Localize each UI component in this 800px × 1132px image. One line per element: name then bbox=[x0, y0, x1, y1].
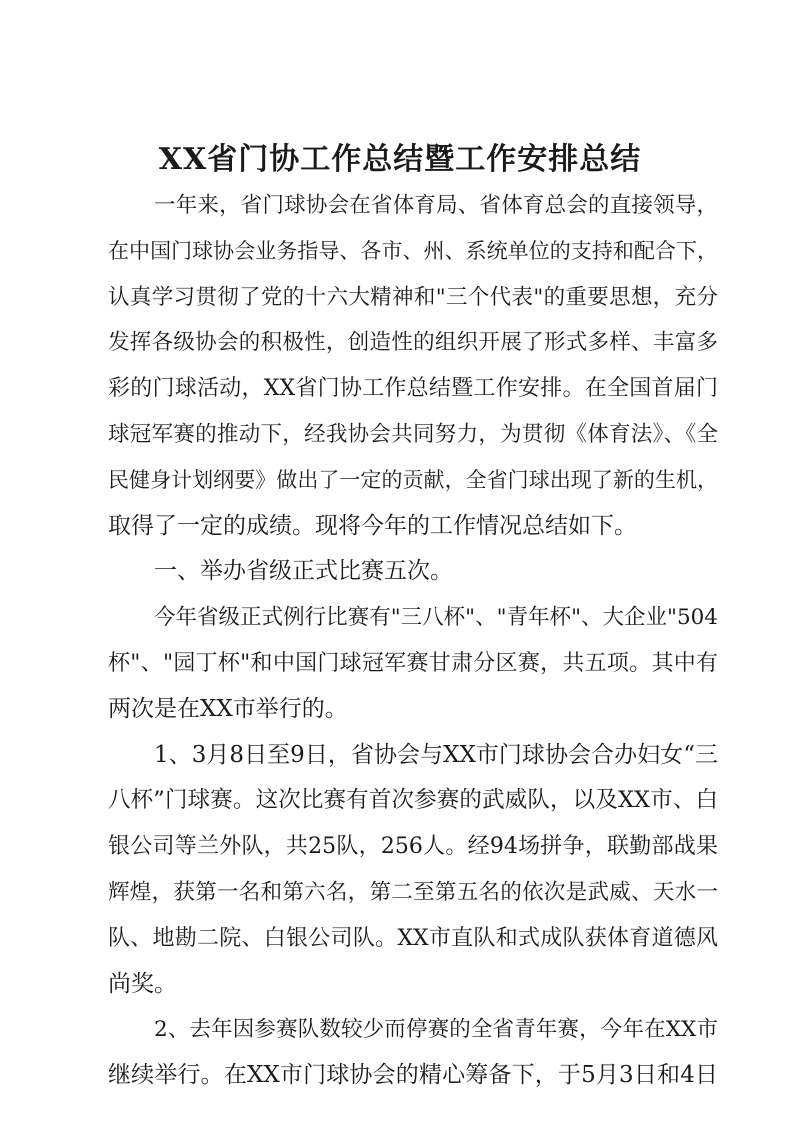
text-line: 银公司等兰外队，共25队，256人。经94场拼争，联勤部战果 bbox=[108, 834, 718, 860]
text-line: 彩的门球活动，XX省门协工作总结暨工作安排。在全国首届门 bbox=[108, 376, 718, 402]
text-line: 一年来，省门球协会在省体育局、省体育总会的直接领导， bbox=[154, 193, 718, 218]
text-line: 八杯”门球赛。这次比赛有首次参赛的武威队，以及XX市、白 bbox=[108, 787, 718, 814]
text-line: 球冠军赛的推动下，经我协会共同努力，为贯彻《体育法》、《全 bbox=[108, 421, 718, 447]
text-line: 民健身计划纲要》做出了一定的贡献，全省门球出现了新的生机， bbox=[108, 467, 718, 492]
text-line: 继续举行。在XX市门球协会的精心筹备下，于5月3日和4日 bbox=[108, 1062, 718, 1089]
document-title: XX省门协工作总结暨工作安排总结 bbox=[158, 142, 642, 177]
section-heading bbox=[108, 549, 718, 595]
text-line: 两次是在XX市举行的。 bbox=[108, 695, 348, 722]
text-line: 在中国门球协会业务指导、各市、州、系统单位的支持和配合下， bbox=[108, 238, 718, 263]
text-line: 2、去年因参赛队数较少而停赛的全省青年赛，今年在XX市 bbox=[154, 1017, 718, 1043]
document-body bbox=[108, 183, 718, 1099]
paragraph-events bbox=[108, 595, 718, 732]
paragraph-intro bbox=[108, 183, 718, 549]
text-line: 一、举办省级正式比赛五次。 bbox=[154, 558, 453, 585]
text-line: 1、3月8日至9日，省协会与XX市门球协会合办妇女“三 bbox=[154, 741, 718, 768]
text-line: 队、地勘二院、白银公司队。XX市直队和式成队获体育道德风 bbox=[108, 925, 718, 951]
text-line: 取得了一定的成绩。现将今年的工作情况总结如下。 bbox=[108, 512, 637, 539]
text-line: 今年省级正式例行比赛有"三八杯"、"青年杯"、大企业"504 bbox=[154, 605, 718, 631]
paragraph-item-2 bbox=[108, 1007, 718, 1099]
text-line: 杯"、"园丁杯"和中国门球冠军赛甘肃分区赛，共五项。其中有 bbox=[108, 650, 718, 676]
text-line: 辉煌，获第一名和第六名，第二至第五名的依次是武威、天水一 bbox=[108, 879, 718, 905]
paragraph-item-1 bbox=[108, 733, 718, 1008]
text-line: 尚奖。 bbox=[108, 970, 177, 997]
text-line: 认真学习贯彻了党的十六大精神和"三个代表"的重要思想，充分 bbox=[108, 284, 718, 310]
text-line: 发挥各级协会的积极性，创造性的组织开展了形式多样、丰富多 bbox=[108, 330, 718, 356]
